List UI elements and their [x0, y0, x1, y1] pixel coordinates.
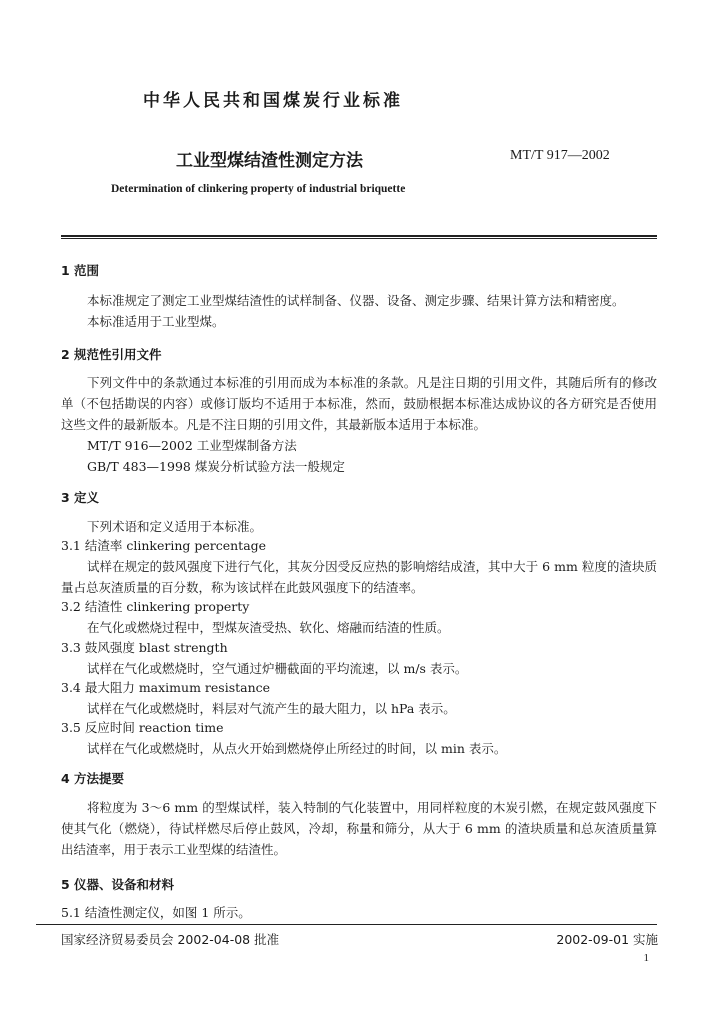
definition-3-1-body	[61, 556, 657, 598]
footer-rule	[36, 924, 657, 925]
page-number: 1	[643, 952, 649, 964]
section-3-intro-text: 下列术语和定义适用于本标准。	[87, 519, 263, 534]
document-title: 工业型煤结渣性测定方法	[176, 151, 363, 171]
definition-3-4-body	[61, 698, 657, 719]
issuing-organization: 中华人民共和国煤炭行业标准	[143, 91, 403, 111]
definition-3-2-title: 3.2 结渣性 clinkering property	[61, 599, 250, 614]
section-2-body	[61, 372, 657, 477]
header-rule-bottom	[61, 238, 657, 239]
section-1-paragraph-2: 本标准适用于工业型煤。	[87, 314, 225, 329]
definition-3-2-text: 在气化或燃烧过程中，型煤灰渣受热、软化、熔融而结渣的性质。	[87, 620, 450, 635]
header-rule-top	[61, 235, 657, 237]
section-3-intro	[61, 516, 657, 537]
definition-3-3-text: 试样在气化或燃烧时，空气通过炉栅截面的平均流速，以 m/s 表示。	[87, 661, 468, 676]
section-2-reference-1: MT/T 916—2002 工业型煤制备方法	[87, 438, 297, 453]
section-2-paragraph-1: 下列文件中的条款通过本标准的引用而成为本标准的条款。凡是注日期的引用文件，其随后所有的修改单（不包括勘误的内容）或修订版均不适用于本标准，然而，鼓励根据本标准达成协议的各方研究是否使用这些文件的最新版本。凡是不注日期的引用文件，其最新版本适用于本标准。	[61, 375, 657, 432]
english-title: Determination of clinkering property of industrial briquette	[111, 183, 406, 195]
definition-3-4-text: 试样在气化或燃烧时，料层对气流产生的最大阻力，以 hPa 表示。	[87, 701, 456, 716]
definition-3-1-title: 3.1 结渣率 clinkering percentage	[61, 538, 267, 553]
definition-3-2-body	[61, 617, 657, 638]
definition-3-1-text: 试样在规定的鼓风强度下进行气化，其灰分因受反应热的影响熔结成渣，其中大于 6 mm 粒度的渣块质量占总灰渣质量的百分数，称为该试样在此鼓风强度下的结渣率。	[61, 559, 657, 595]
definition-3-5-body	[61, 738, 657, 759]
section-1-paragraph-1: 本标准规定了测定工业型煤结渣性的试样制备、仪器、设备、测定步骤、结果计算方法和精密度。	[87, 293, 625, 308]
section-4-paragraph-1: 将粒度为 3～6 mm 的型煤试样，装入特制的气化装置中，用同样粒度的木炭引燃，在规定鼓风强度下使其气化（燃烧），待试样燃尽后停止鼓风，冷却，称量和筛分，从大于 6 mm 的渣块质量和总灰渣质量算出结渣率，用于表示工业型煤的结渣性。	[61, 800, 657, 857]
section-2-reference-2: GB/T 483—1998 煤炭分析试验方法一般规定	[87, 459, 345, 474]
section-4-heading: 4 方法提要	[61, 771, 125, 786]
section-5-1-text: 5.1 结渣性测定仪，如图 1 所示。	[61, 905, 251, 920]
definition-3-3-body	[61, 658, 657, 679]
definition-3-5-text: 试样在气化或燃烧时，从点火开始到燃烧停止所经过的时间，以 min 表示。	[87, 741, 507, 756]
section-4-body	[61, 797, 657, 860]
section-3-heading: 3 定义	[61, 490, 100, 505]
section-2-heading: 2 规范性引用文件	[61, 347, 162, 362]
section-1-heading: 1 范围	[61, 263, 100, 278]
standard-code: MT/T 917—2002	[510, 148, 610, 163]
approval-info: 国家经济贸易委员会 2002-04-08 批准	[61, 932, 280, 947]
section-5-heading: 5 仪器、设备和材料	[61, 877, 175, 892]
section-1-body	[61, 290, 657, 332]
definition-3-5-title: 3.5 反应时间 reaction time	[61, 720, 224, 735]
definition-3-3-title: 3.3 鼓风强度 blast strength	[61, 640, 228, 655]
implementation-date: 2002-09-01 实施	[556, 932, 658, 947]
definition-3-4-title: 3.4 最大阻力 maximum resistance	[61, 680, 271, 695]
